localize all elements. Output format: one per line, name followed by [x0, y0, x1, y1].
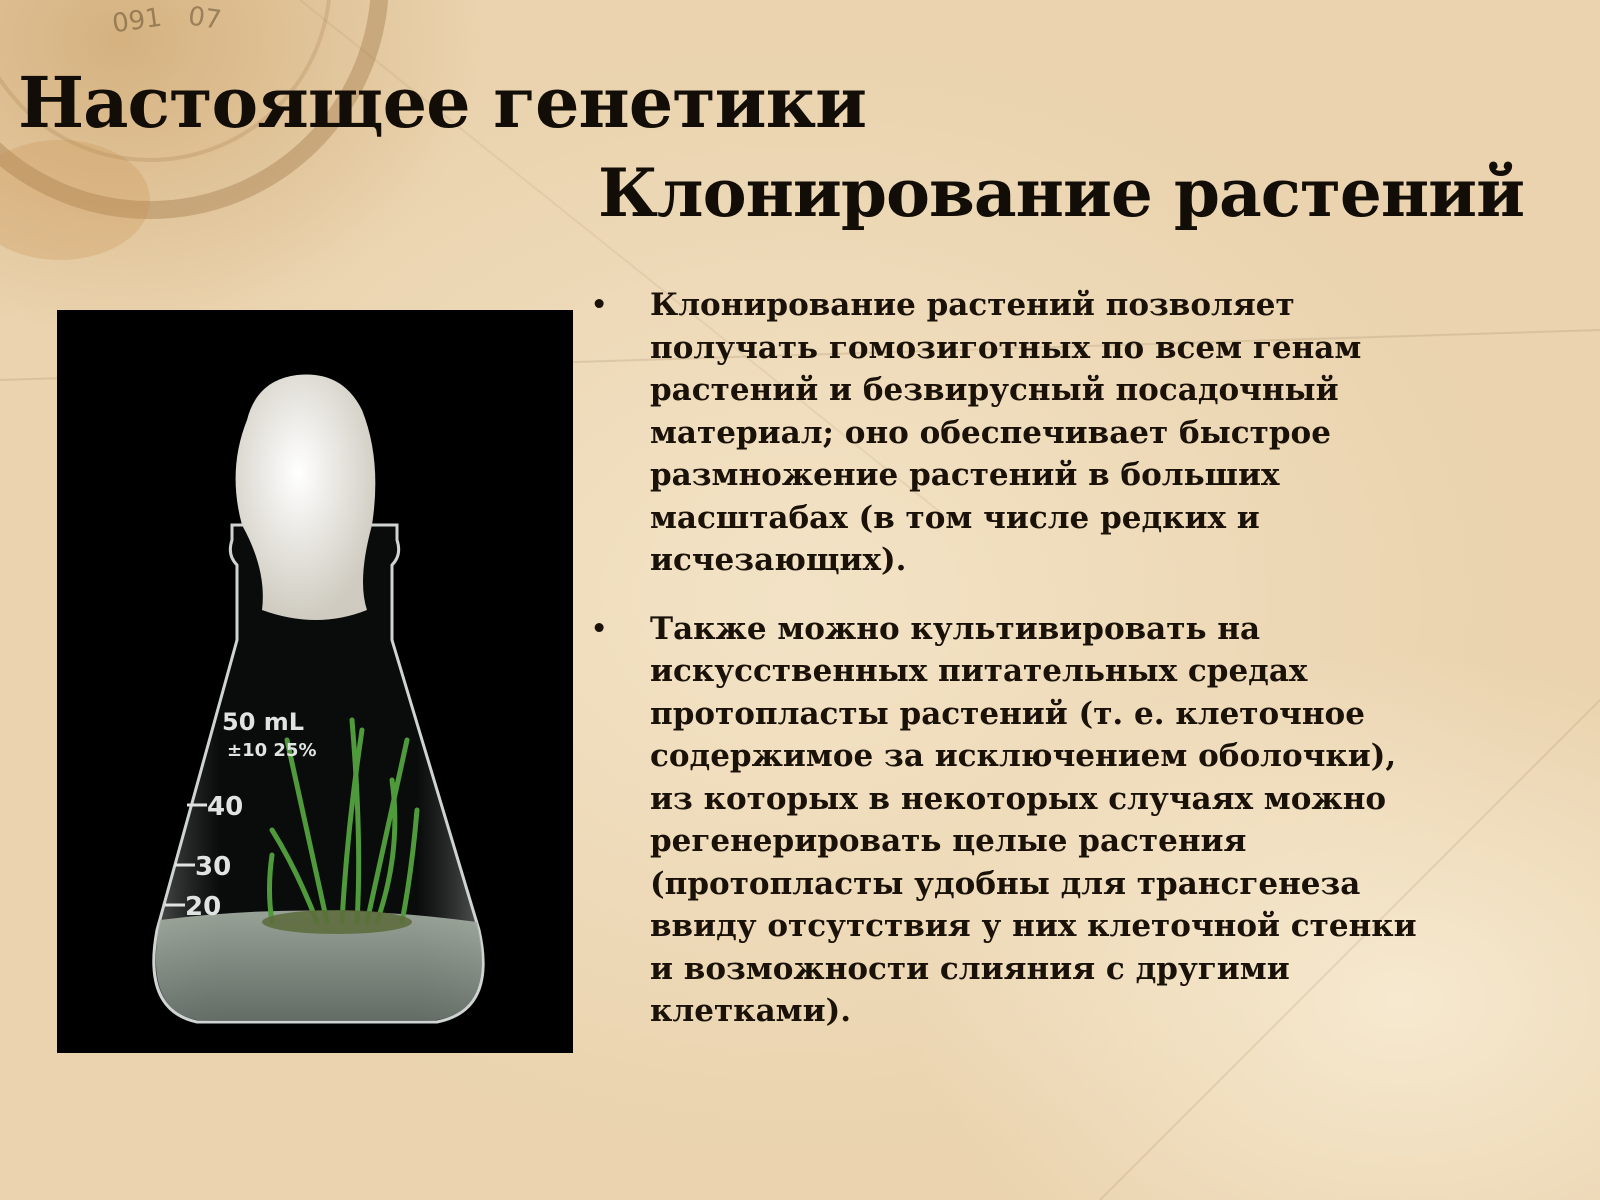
flask-mark-30: 30 [195, 852, 232, 882]
bullet-list [590, 284, 1430, 1033]
slide-title: Настоящее генетики [18, 61, 867, 144]
bullet-item [590, 284, 1430, 582]
bullet-marker: • [590, 287, 609, 323]
flask-volume-label: 50 mL [222, 708, 305, 736]
bullet-item [590, 608, 1430, 1033]
plant-callus [262, 910, 412, 934]
bullet-text: Также можно культивировать на искусственных питательных средах протопласты растений (т. е. клеточное содержимое за исключением оболочки), из которых в некоторых случаях можно регенерировать целые растения (протопласты удобны для трансгенеза ввиду отсутствия у них клеточной стенки и возможности слияния с другими клетками). [650, 610, 1417, 1029]
flask-photo [57, 310, 573, 1053]
compass-mark: 07 [186, 1, 224, 36]
flask-tolerance-label: ±10 25% [227, 740, 317, 761]
compass-mark: 091 [110, 2, 164, 40]
slide-subtitle: Клонирование растений [598, 154, 1525, 232]
flask-illustration [57, 310, 573, 1053]
slide-content [590, 284, 1430, 1059]
flask-mark-40: 40 [207, 792, 244, 822]
bullet-text: Клонирование растений позволяет получать гомозиготных по всем генам растений и безвирусный посадочный материал; оно обеспечивает быстрое размножение растений в больших масштабах (в том числе редких и исчезающих). [650, 287, 1362, 578]
flask-mark-20: 20 [185, 892, 222, 922]
bullet-marker: • [590, 610, 609, 647]
